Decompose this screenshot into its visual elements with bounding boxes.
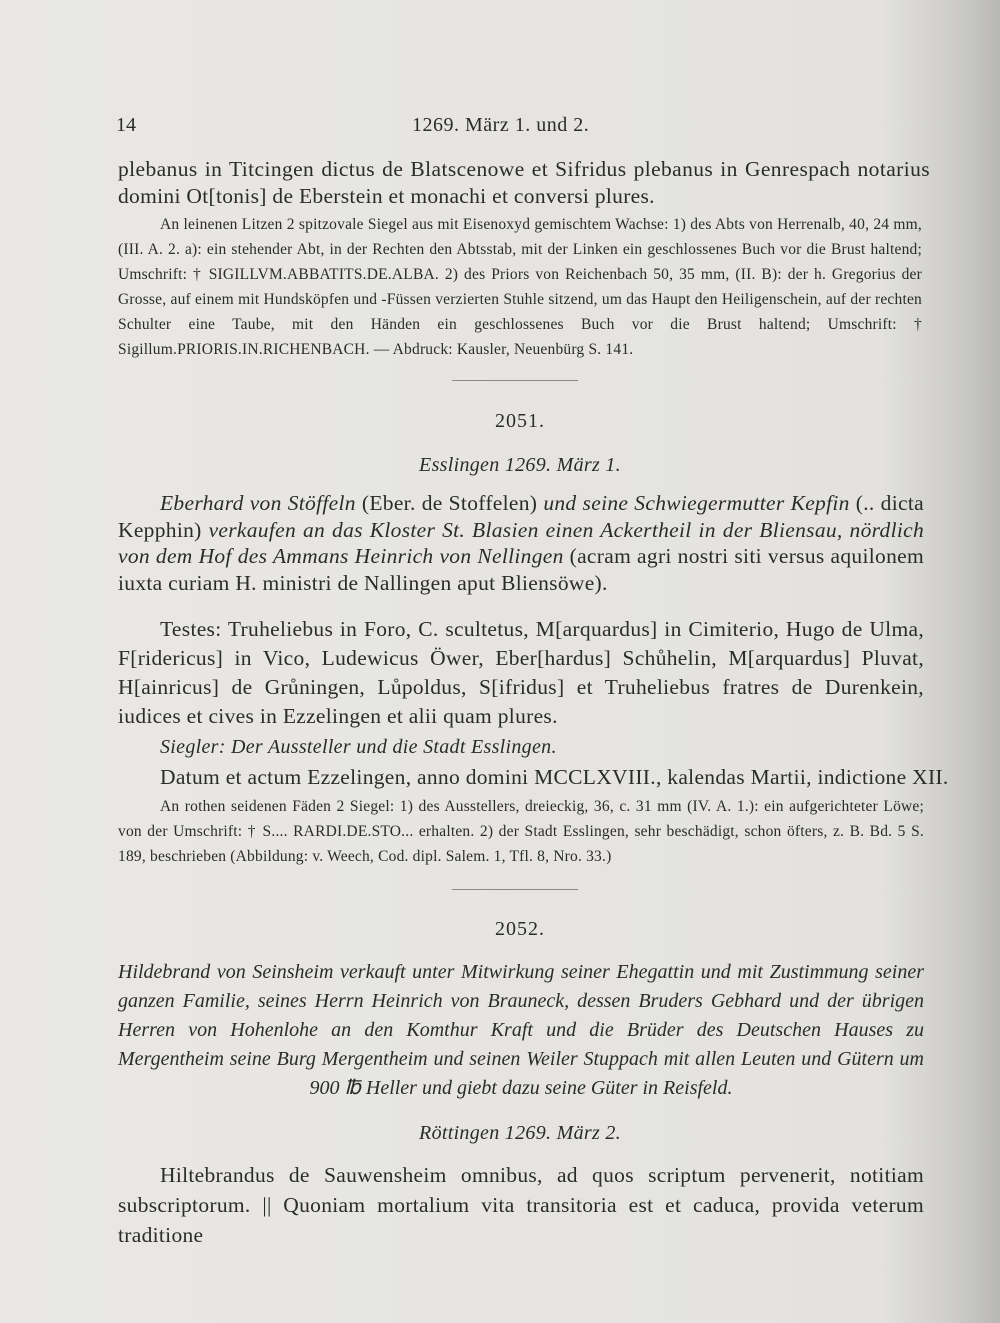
summary-2051: [118, 490, 924, 596]
doc-number-2051: 2051.: [495, 410, 545, 432]
section-divider: [452, 380, 578, 381]
summary-2052: Hildebrand von Seinsheim verkauft unter Mitwirkung seiner Ehegattin und mit Zustimmung seiner ganzen Familie, seines Herrn Heinrich von Brauneck, dessen Bruders Gebhard und der übrigen Herren von Hohenlohe an den Komthur Kraft und die Brüder des Deutschen Hauses zu Mergentheim seine Burg Mergentheim und seinen Weiler Stuppach mit allen Leuten und Gütern um 900 ℔ Heller und giebt dazu seine Güter in Reisfeld.: [118, 961, 924, 1099]
summary-2051-part5: verkaufen an das Kloster St. Blasien einen Ackertheil in der Bliensau, nördlich von dem Hof des Ammans Heinrich von Nellingen: [118, 517, 925, 568]
continuation-line-2: domini Ot[tonis] de Eberstein et monachi et conversi plures.: [118, 184, 655, 208]
place-date-2051: Esslingen 1269. März 1.: [419, 454, 621, 476]
seal-note-2051: An rothen seidenen Fäden 2 Siegel: 1) des Ausstellers, dreieckig, 36, c. 31 mm (IV. A. 1.): ein aufgerichteter Löwe; von der Umschrift: † S.... RARDI.DE.STO... erhalten. 2) der Stadt Esslingen, sehr beschädigt, schon öfters, z. B. Bd. 5 S. 189, beschrieben (Abbildung: v. Weech, Cod. dipl. Salem. 1, Tfl. 8, Nro. 33.): [118, 798, 924, 865]
seal-note-prev: An leinenen Litzen 2 spitzovale Siegel aus mit Eisenoxyd gemischtem Wachse: 1) des Abts von Herrenalb, 40, 24 mm, (III. A. 2. a): ein stehender Abt, in der Rechten den Abtsstab, mit der Linken ein geschlossenes Buch vor die Brust haltend; Umschrift: † SIGILLVM.ABBATITS.DE.ALBA. 2) des Priors von Reichenbach 50, 35 mm, (II. B): der h. Gregorius der Grosse, auf einem mit Hundsköpfen und -Füssen verzierten Stuhle sitzend, um das Haupt den Heiligenschein, auf der rechten Schulter eine Taube, mit den Händen ein geschlossenes Buch vor die Brust haltend; Umschrift: † Sigillum.PRIORIS.IN.RICHENBACH. — Abdruck: Kausler, Neuenbürg S. 141.: [118, 216, 922, 358]
testes-2051: Testes: Truheliebus in Foro, C. scultetus, M[arquardus] in Cimiterio, Hugo de Ulma, F[ridericus] in Vico, Ludewicus Öwer, Eber[hardus] Schůhelin, M[arquardus] Pluvat, H[ainricus] de Grůningen, Lůpoldus, S[ifridus] et Truheliebus fratres de Durenkein, iudices et cives in Ezzelingen et alii quam plures.: [118, 617, 924, 728]
running-title: 1269. März 1. und 2.: [412, 114, 590, 136]
summary-2051-part6: (acram agri nostri siti versus aquilonem iuxta curiam H. ministri de Nallingen aput Bliensöwe).: [118, 544, 924, 595]
summary-2051-part2: (Eber. de Stoffelen): [355, 491, 544, 515]
summary-2051-part3: und seine Schwiegermutter Kepfin: [543, 491, 850, 515]
doc-number-2052: 2052.: [495, 918, 545, 940]
continuation-line-1: plebanus in Titcingen dictus de Blatscenowe et Sifridus plebanus in Genrespach notarius: [118, 157, 930, 181]
continuation-text: [118, 156, 930, 210]
place-date-2052: Röttingen 1269. März 2.: [419, 1122, 621, 1144]
text-2052: Hiltebrandus de Sauwensheim omnibus, ad quos scriptum pervenerit, notitiam subscriptorum. || Quoniam mortalium vita transitoria est et caduca, provida veterum traditione: [118, 1163, 924, 1247]
summary-2051-part4: (.. dicta Kepphin): [118, 491, 924, 542]
page-number: 14: [116, 114, 136, 136]
datum-2051: Datum et actum Ezzelingen, anno domini MCCLXVIII., kalendas Martii, indictione XII.: [160, 765, 949, 789]
summary-2051-part1: Eberhard von Stöffeln: [160, 491, 356, 515]
section-divider-2: [452, 889, 578, 890]
page-header: [116, 114, 920, 144]
siegler-2051: Siegler: Der Aussteller und die Stadt Esslingen.: [160, 736, 557, 758]
